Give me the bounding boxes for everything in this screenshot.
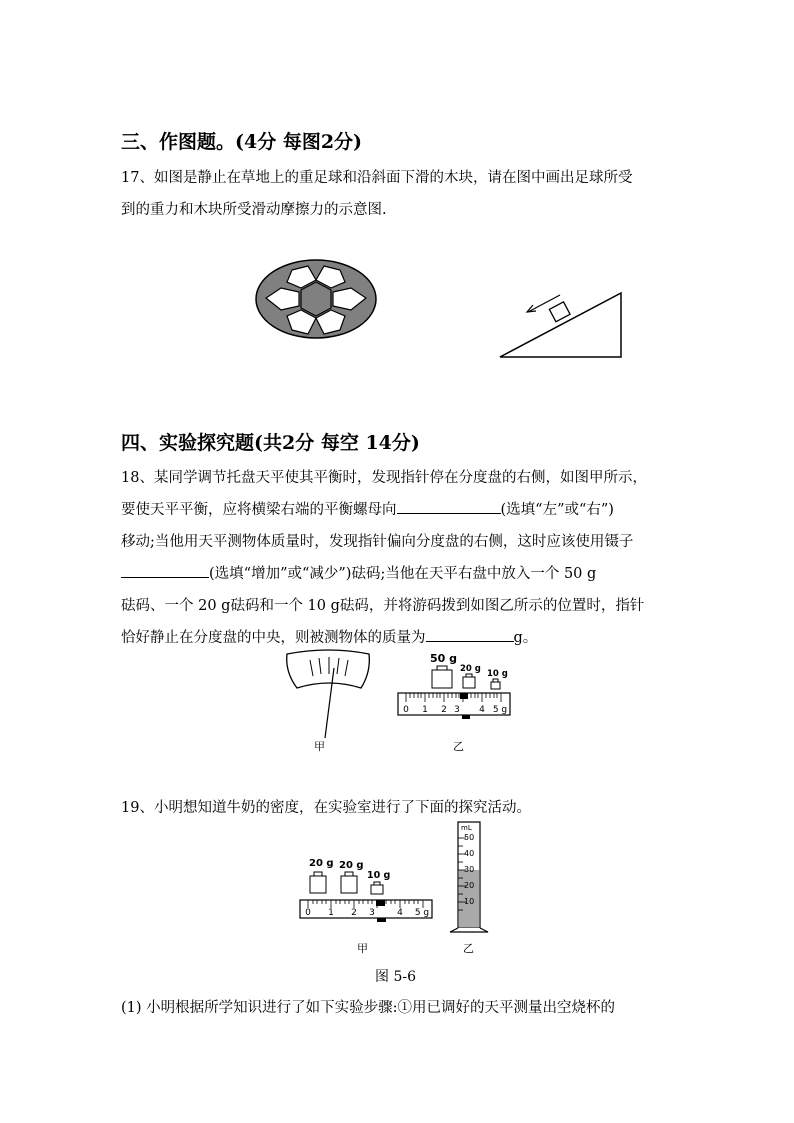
figure-caption: 图 5-6 (375, 969, 416, 985)
cyl-tick-10: 10 (464, 897, 475, 906)
football-figure (254, 258, 378, 340)
dial-figure (283, 648, 375, 740)
q19-line1: 19、小明想知道牛奶的密度，在实验室进行了下面的探究活动。 (121, 800, 531, 816)
q18-line2 (121, 498, 614, 519)
q18-line3: 移动;当他用天平测物体质量时，发现指针偏向分度盘的右侧，这时应该使用镊子 (121, 534, 634, 550)
section4-title: 四、实验探究题(共2分 每空 14分) (121, 432, 420, 454)
ruler-tick-4: 4 (479, 705, 485, 715)
q19-ruler-tick-2: 2 (351, 908, 357, 918)
graduated-cylinder-figure (442, 818, 494, 936)
q19-ruler-tick-4: 4 (397, 908, 403, 918)
q18-line2-text-a: 要使天平平衡，应将横梁右端的平衡螺母向 (121, 502, 397, 518)
q19-ruler-tick-1: 1 (328, 908, 334, 918)
ruler-tick-5: 5 g (492, 705, 508, 715)
ruler-tick-0: 0 (403, 705, 409, 715)
fig-yi-label: 乙 (453, 740, 464, 753)
cyl-unit-label: mL (461, 824, 472, 832)
q18-line4-text: (选填“增加”或“减少”)砝码;当他在天平右盘中放入一个 50 g (209, 566, 597, 582)
q18-line4 (121, 562, 596, 583)
q19-ruler-tick-0: 0 (305, 908, 311, 918)
q19-weight-label-2: 20 g (339, 860, 364, 871)
q19-ruler-tick-5: 5 g (414, 908, 430, 918)
cyl-tick-20: 20 (464, 881, 475, 890)
q19-fig-yi-label: 乙 (463, 942, 474, 955)
ruler-tick-1: 1 (422, 705, 428, 715)
weight-label-20g: 20 g (460, 664, 481, 674)
weights-ruler-figure-q19 (298, 856, 436, 926)
answer-blank-3[interactable] (426, 627, 514, 642)
ruler-tick-3: 3 (454, 705, 460, 715)
q18-line6-text-a: 恰好静止在分度盘的中央，则被测物体的质量为 (121, 630, 426, 646)
fig-jia-label: 甲 (314, 740, 325, 753)
q19-ruler-tick-3: 3 (369, 908, 375, 918)
cyl-tick-50: 50 (464, 833, 475, 842)
q17-line1: 17、如图是静止在草地上的重足球和沿斜面下滑的木块，请在图中画出足球所受 (121, 170, 633, 186)
q19-weight-label-1: 20 g (309, 858, 334, 869)
q18-line2-text-b: (选填“左”或“右”) (500, 502, 614, 518)
q19-step1: (1) 小明根据所学知识进行了如下实验步骤:①用已调好的天平测量出空烧杯的 (121, 1000, 616, 1016)
answer-blank-2[interactable] (121, 563, 209, 578)
weight-label-50g: 50 g (430, 652, 458, 665)
q18-line5: 砝码、一个 20 g砝码和一个 10 g砝码，并将游码拨到如图乙所示的位置时，指针 (121, 598, 645, 614)
ruler-tick-2: 2 (441, 705, 447, 715)
cyl-tick-40: 40 (464, 849, 475, 858)
answer-blank-1[interactable] (397, 499, 501, 514)
q19-weight-label-3: 10 g (367, 870, 391, 881)
q17-line2: 到的重力和木块所受滑动摩擦力的示意图. (121, 202, 387, 218)
q18-line6 (121, 626, 537, 647)
q18-line6-text-b: g。 (513, 630, 538, 646)
q19-fig-jia-label: 甲 (357, 942, 368, 955)
section3-title: 三、作图题。(4分 每图2分) (121, 131, 363, 153)
incline-figure (498, 290, 624, 360)
weights-ruler-figure-q18 (396, 652, 514, 724)
weight-label-10g: 10 g (487, 669, 508, 679)
q18-line1: 18、某同学调节托盘天平使其平衡时，发现指针停在分度盘的右侧，如图甲所示， (121, 470, 647, 486)
cyl-tick-30: 30 (464, 865, 475, 874)
